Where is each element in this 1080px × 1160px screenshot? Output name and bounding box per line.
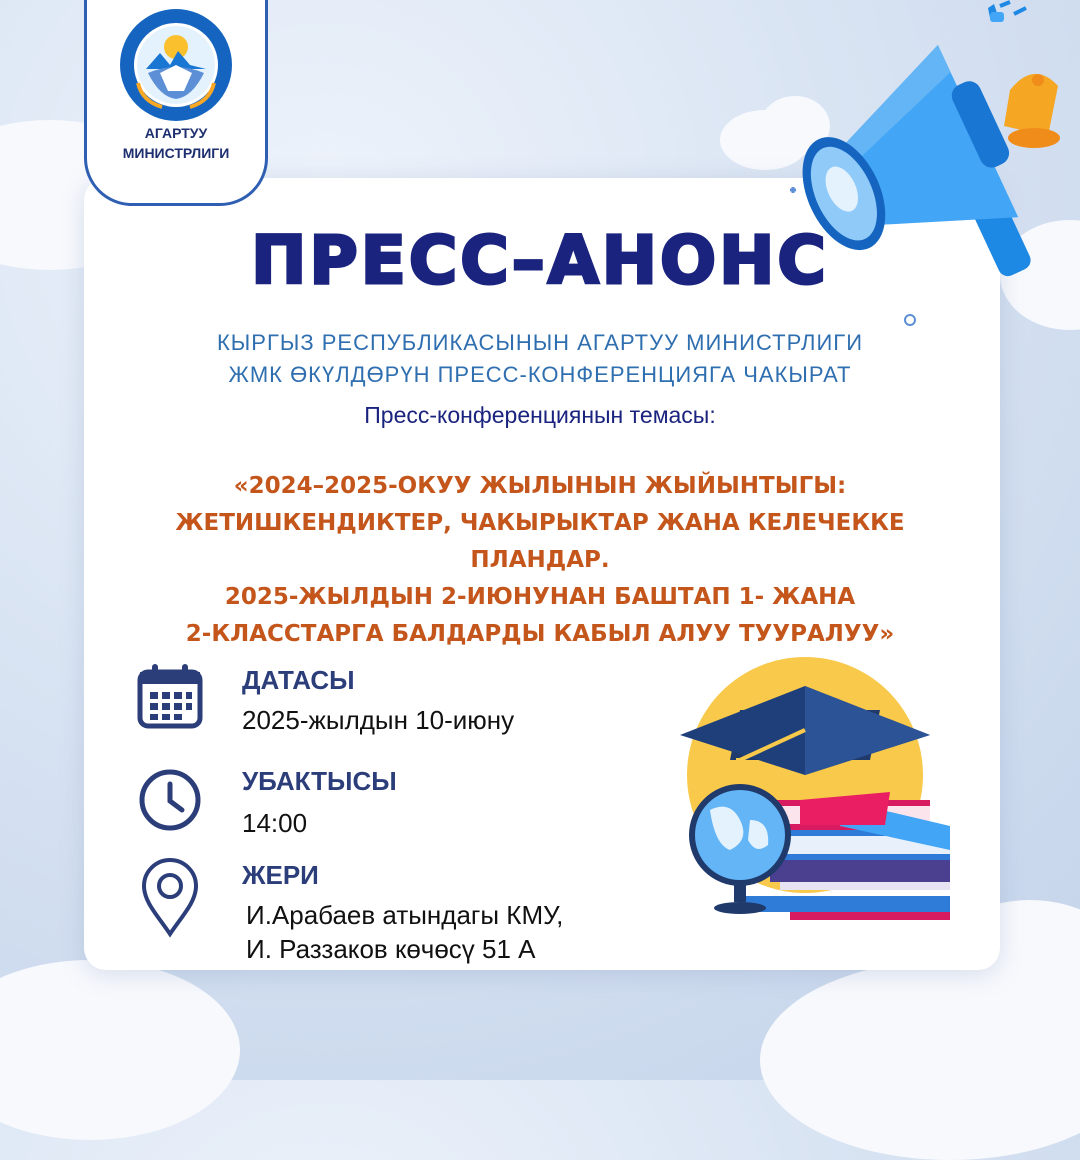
topic-line: 2-КЛАССТАРГА БАЛДАРДЫ КАБЫЛ АЛУУ ТУУРАЛУУ» [185, 621, 895, 647]
time-value: 14:00 [242, 808, 308, 838]
graduation-books-illustration [680, 650, 960, 930]
clock-icon [138, 768, 202, 832]
location-pin-icon [140, 858, 200, 938]
state-emblem-icon [118, 7, 234, 123]
date-heading: ДАТАСЫ [242, 665, 355, 695]
place-line2: И. Раззаков көчөсү 51 А [246, 934, 536, 964]
ministry-logo [84, 0, 268, 206]
calendar-icon [136, 662, 204, 730]
place-heading: ЖЕРИ [242, 860, 319, 890]
topic-line: ЖЕТИШКЕНДИКТЕР, ЧАКЫРЫКТАР ЖАНА КЕЛЕЧЕККЕ [175, 510, 905, 536]
ministry-name-line2: МИНИСТРЛИГИ [122, 145, 230, 161]
date-value: 2025-жылдын 10-июну [242, 705, 515, 735]
page-title: ПРЕСС–АНОНС [251, 222, 829, 299]
topic-line: 2025-ЖЫЛДЫН 2-ИЮНУНАН БАШТАП 1- ЖАНА [224, 584, 856, 610]
place-line1: И.Арабаев атындагы КМУ, [246, 900, 564, 930]
topic-line: ПЛАНДАР. [470, 547, 610, 573]
subtitle-line2: ЖМК ӨКҮЛДӨРҮН ПРЕСС-КОНФЕРЕНЦИЯГА ЧАКЫРАТ [228, 362, 852, 387]
ministry-name-line1: АГАРТУУ [144, 125, 208, 141]
bg-cloud [0, 960, 240, 1140]
topic-line: «2024–2025-ОКУУ ЖЫЛЫНЫН ЖЫЙЫНТЫГЫ: [233, 473, 847, 499]
theme-label: Пресс-конференциянын темасы: [364, 402, 716, 428]
time-heading: УБАКТЫСЫ [242, 766, 397, 796]
subtitle-line1: КЫРГЫЗ РЕСПУБЛИКАСЫНЫН АГАРТУУ МИНИСТРЛИГИ [216, 330, 864, 355]
